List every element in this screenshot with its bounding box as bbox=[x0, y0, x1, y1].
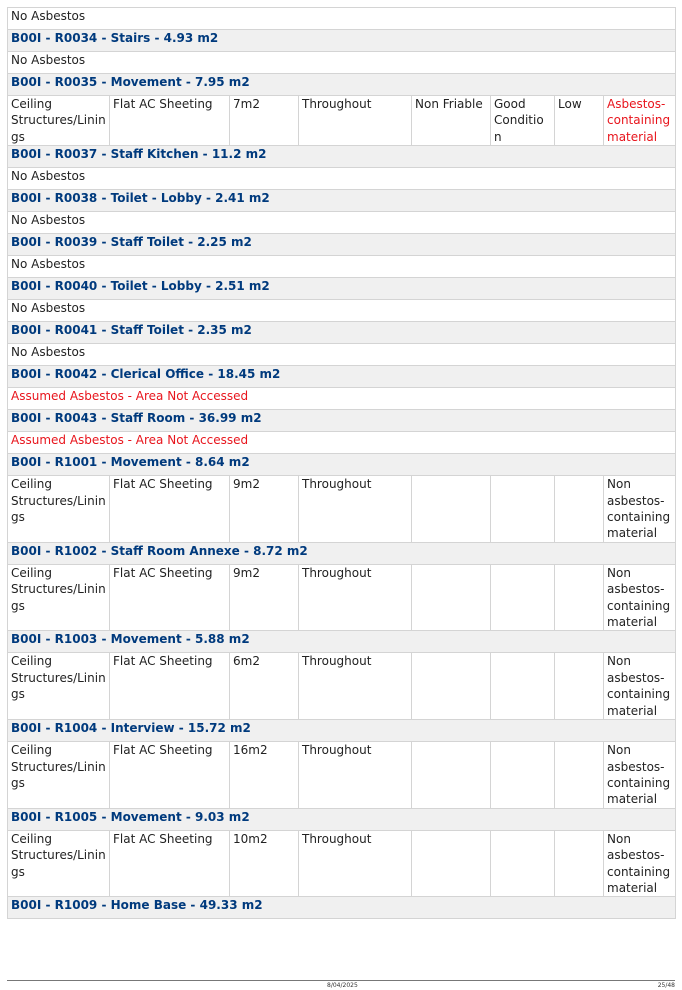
room-status-text: No Asbestos bbox=[8, 168, 676, 190]
quantity-cell: 9m2 bbox=[230, 476, 299, 543]
location-cell: Ceiling Structures/Linings bbox=[8, 653, 110, 720]
material-cell: Flat AC Sheeting bbox=[110, 742, 230, 809]
room-title: B00I - R0034 - Stairs - 4.93 m2 bbox=[8, 30, 676, 52]
room-title: B00I - R0041 - Staff Toilet - 2.35 m2 bbox=[8, 322, 676, 344]
room-status-text: No Asbestos bbox=[8, 300, 676, 322]
room-status-text: No Asbestos bbox=[8, 256, 676, 278]
room-status-text: Assumed Asbestos - Area Not Accessed bbox=[8, 432, 676, 454]
asbestos-register-table bbox=[7, 7, 676, 919]
room-header-row bbox=[8, 30, 676, 52]
room-title: B00I - R0040 - Toilet - Lobby - 2.51 m2 bbox=[8, 278, 676, 300]
room-header-row bbox=[8, 366, 676, 388]
room-title: B00I - R1004 - Interview - 15.72 m2 bbox=[8, 720, 676, 742]
material-row bbox=[8, 742, 676, 809]
location-cell: Ceiling Structures/Linings bbox=[8, 476, 110, 543]
room-header-row bbox=[8, 631, 676, 653]
extent-cell: Throughout bbox=[299, 476, 412, 543]
extent-cell: Throughout bbox=[299, 830, 412, 897]
room-header-row bbox=[8, 542, 676, 564]
material-row bbox=[8, 830, 676, 897]
quantity-cell: 7m2 bbox=[230, 96, 299, 146]
risk-cell bbox=[555, 564, 604, 631]
result-cell: Non asbestos-containing material bbox=[604, 564, 676, 631]
material-cell: Flat AC Sheeting bbox=[110, 564, 230, 631]
room-header-row bbox=[8, 410, 676, 432]
extent-cell: Throughout bbox=[299, 564, 412, 631]
material-row bbox=[8, 653, 676, 720]
room-header-row bbox=[8, 454, 676, 476]
risk-cell bbox=[555, 476, 604, 543]
location-cell: Ceiling Structures/Linings bbox=[8, 830, 110, 897]
material-row bbox=[8, 96, 676, 146]
location-cell: Ceiling Structures/Linings bbox=[8, 96, 110, 146]
footer-date: 8/04/2025 bbox=[327, 982, 358, 989]
room-title: B00I - R0043 - Staff Room - 36.99 m2 bbox=[8, 410, 676, 432]
condition-cell bbox=[491, 653, 555, 720]
room-title: B00I - R1005 - Movement - 9.03 m2 bbox=[8, 808, 676, 830]
result-cell: Non asbestos-containing material bbox=[604, 653, 676, 720]
result-cell: Non asbestos-containing material bbox=[604, 742, 676, 809]
location-cell: Ceiling Structures/Linings bbox=[8, 742, 110, 809]
room-status-text: Assumed Asbestos - Area Not Accessed bbox=[8, 388, 676, 410]
room-header-row bbox=[8, 190, 676, 212]
room-status-text: No Asbestos bbox=[8, 8, 676, 30]
room-status-row bbox=[8, 8, 676, 30]
risk-cell bbox=[555, 653, 604, 720]
result-cell: Non asbestos-containing material bbox=[604, 830, 676, 897]
room-title: B00I - R0038 - Toilet - Lobby - 2.41 m2 bbox=[8, 190, 676, 212]
room-header-row bbox=[8, 322, 676, 344]
friability-cell bbox=[412, 653, 491, 720]
room-status-text: No Asbestos bbox=[8, 52, 676, 74]
condition-cell bbox=[491, 742, 555, 809]
friability-cell bbox=[412, 476, 491, 543]
footer-page-number: 25/48 bbox=[657, 982, 675, 989]
room-status-row bbox=[8, 344, 676, 366]
condition-cell bbox=[491, 830, 555, 897]
room-header-row bbox=[8, 234, 676, 256]
room-header-row bbox=[8, 808, 676, 830]
room-title: B00I - R0035 - Movement - 7.95 m2 bbox=[8, 74, 676, 96]
room-status-row bbox=[8, 432, 676, 454]
room-header-row bbox=[8, 720, 676, 742]
material-cell: Flat AC Sheeting bbox=[110, 653, 230, 720]
room-header-row bbox=[8, 146, 676, 168]
room-status-row bbox=[8, 212, 676, 234]
material-cell: Flat AC Sheeting bbox=[110, 830, 230, 897]
room-header-row bbox=[8, 74, 676, 96]
quantity-cell: 6m2 bbox=[230, 653, 299, 720]
room-header-row bbox=[8, 278, 676, 300]
friability-cell: Non Friable bbox=[412, 96, 491, 146]
room-title: B00I - R1001 - Movement - 8.64 m2 bbox=[8, 454, 676, 476]
friability-cell bbox=[412, 830, 491, 897]
location-cell: Ceiling Structures/Linings bbox=[8, 564, 110, 631]
room-title: B00I - R1003 - Movement - 5.88 m2 bbox=[8, 631, 676, 653]
result-cell: Asbestos-containing material bbox=[604, 96, 676, 146]
condition-cell bbox=[491, 476, 555, 543]
result-cell: Non asbestos-containing material bbox=[604, 476, 676, 543]
room-title: B00I - R0039 - Staff Toilet - 2.25 m2 bbox=[8, 234, 676, 256]
room-header-row bbox=[8, 897, 676, 919]
risk-cell: Low bbox=[555, 96, 604, 146]
material-row bbox=[8, 476, 676, 543]
friability-cell bbox=[412, 742, 491, 809]
room-status-row bbox=[8, 256, 676, 278]
risk-cell bbox=[555, 830, 604, 897]
quantity-cell: 9m2 bbox=[230, 564, 299, 631]
room-status-row bbox=[8, 300, 676, 322]
condition-cell: Good Condition bbox=[491, 96, 555, 146]
material-cell: Flat AC Sheeting bbox=[110, 96, 230, 146]
room-title: B00I - R0042 - Clerical Office - 18.45 m2 bbox=[8, 366, 676, 388]
extent-cell: Throughout bbox=[299, 96, 412, 146]
quantity-cell: 16m2 bbox=[230, 742, 299, 809]
room-title: B00I - R0037 - Staff Kitchen - 11.2 m2 bbox=[8, 146, 676, 168]
risk-cell bbox=[555, 742, 604, 809]
room-status-row bbox=[8, 52, 676, 74]
extent-cell: Throughout bbox=[299, 742, 412, 809]
room-status-row bbox=[8, 168, 676, 190]
material-row bbox=[8, 564, 676, 631]
room-status-text: No Asbestos bbox=[8, 344, 676, 366]
room-status-text: No Asbestos bbox=[8, 212, 676, 234]
room-title: B00I - R1002 - Staff Room Annexe - 8.72 m2 bbox=[8, 542, 676, 564]
extent-cell: Throughout bbox=[299, 653, 412, 720]
material-cell: Flat AC Sheeting bbox=[110, 476, 230, 543]
quantity-cell: 10m2 bbox=[230, 830, 299, 897]
room-status-row bbox=[8, 388, 676, 410]
friability-cell bbox=[412, 564, 491, 631]
condition-cell bbox=[491, 564, 555, 631]
room-title: B00I - R1009 - Home Base - 49.33 m2 bbox=[8, 897, 676, 919]
